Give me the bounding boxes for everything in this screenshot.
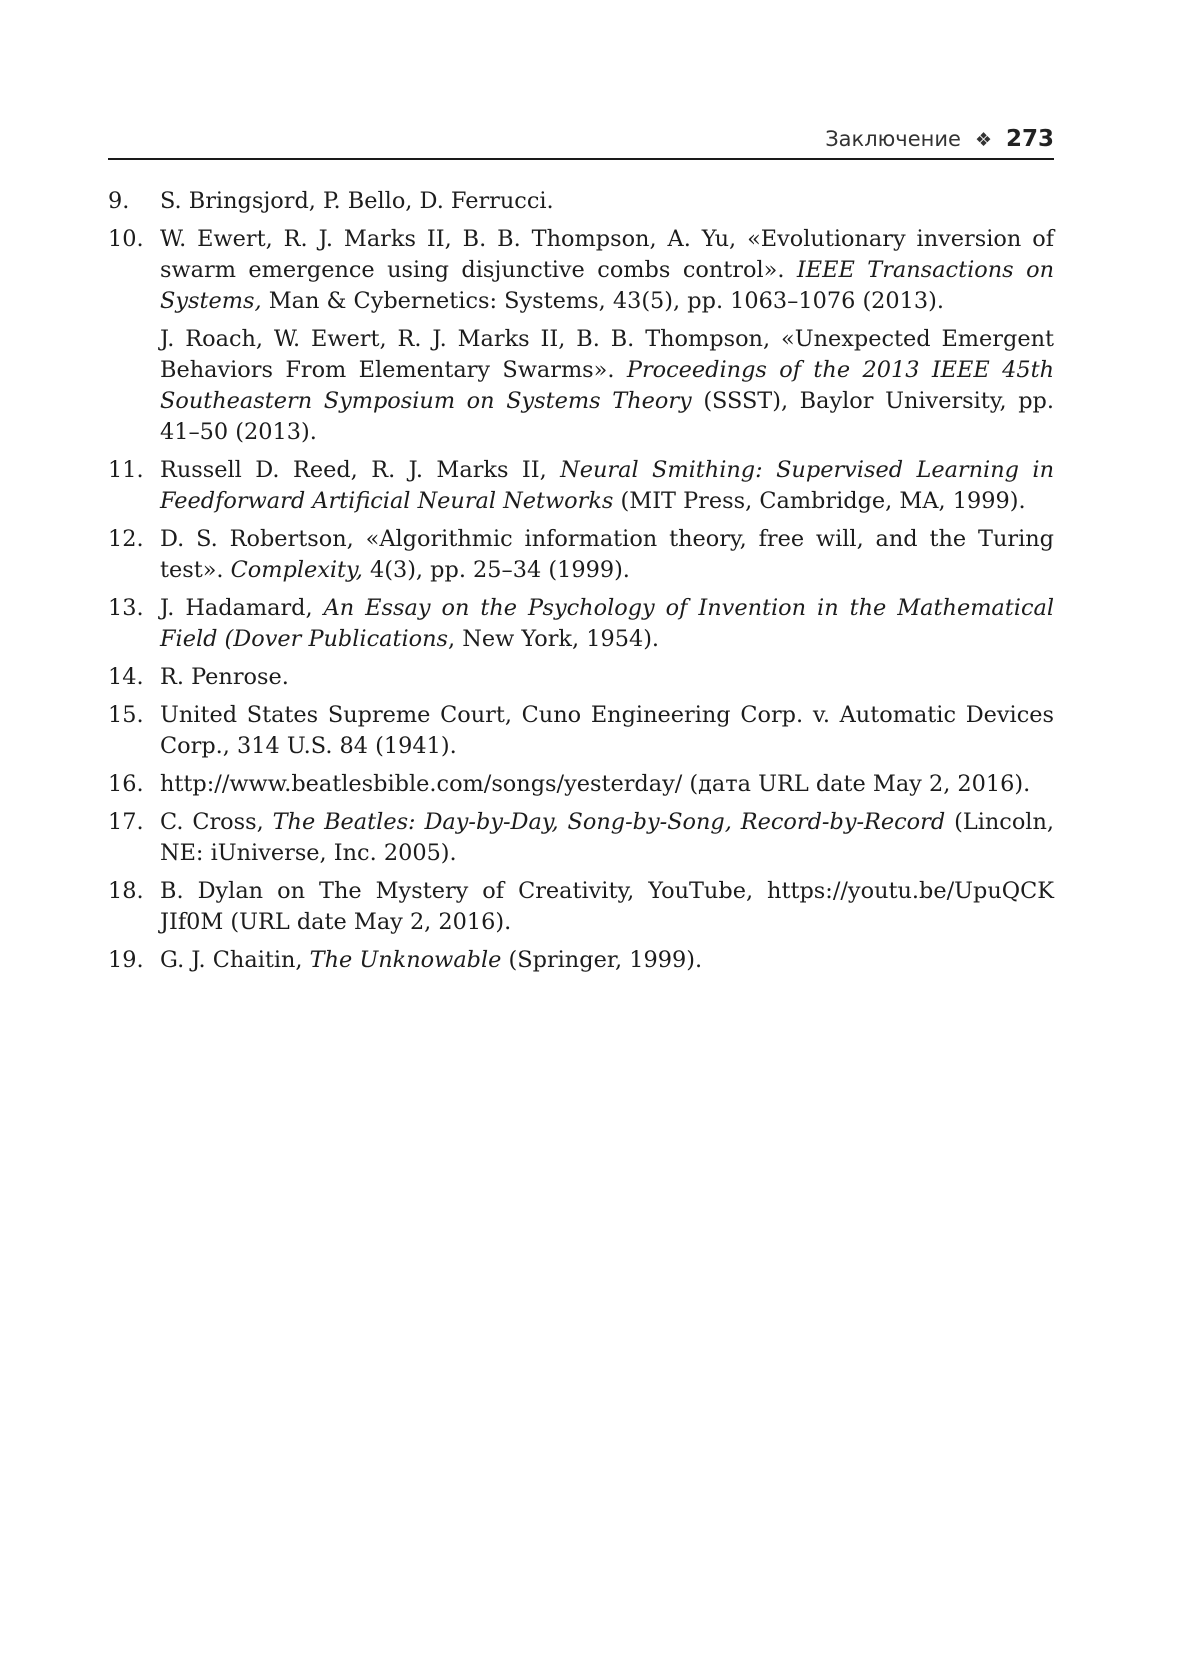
reference-number: 17.: [108, 809, 144, 835]
reference-item: [108, 662, 1054, 693]
reference-text: J. Hadamard,: [160, 595, 324, 621]
reference-title: The Beatles: Day-by-Day, Song-by-Song, Record-by-Record: [272, 809, 946, 835]
reference-title: An Essay on the Psychology of Invention in the Mathematical Field (Dover Publications: [160, 595, 1054, 652]
reference-text: http://www.beatlesbible.com/songs/yesterday/ (дата URL date May 2, 2016).: [160, 771, 1031, 797]
header-right: [825, 126, 1054, 152]
reference-item: [108, 186, 1054, 217]
reference-text: D. S. Robertson, «Algorithmic information theory, free will, and the Turing test».: [160, 526, 1054, 583]
reference-number: 19.: [108, 947, 144, 973]
reference-title: IEEE Transactions on Systems,: [160, 257, 1054, 314]
reference-number: 16.: [108, 771, 144, 797]
reference-text: J. Roach, W. Ewert, R. J. Marks II, B. B. Thompson, «Unexpected Emergent Behaviors From Elementary Swarms».: [160, 326, 1054, 383]
reference-text: S. Bringsjord, P. Bello, D. Ferrucci.: [160, 188, 554, 214]
reference-number: 11.: [108, 457, 144, 483]
reference-number: 18.: [108, 878, 144, 904]
reference-text-tail: (MIT Press, Cambridge, MA, 1999).: [613, 488, 1026, 514]
reference-item-continued: [108, 324, 1054, 448]
reference-title: Proceedings of the 2013 IEEE 45th Southeastern Symposium on Systems Theory: [160, 357, 1054, 414]
reference-text: W. Ewert, R. J. Marks II, B. B. Thompson, A. Yu, «Evolutionary inversion of swarm emergence using disjunctive combs control».: [160, 226, 1054, 283]
reference-number: 13.: [108, 595, 144, 621]
reference-item: [108, 455, 1054, 517]
reference-list: [108, 186, 1054, 983]
reference-text: R. Penrose.: [160, 664, 289, 690]
reference-item: [108, 876, 1054, 938]
reference-item: [108, 224, 1054, 317]
chapter-title: Заключение: [825, 127, 961, 151]
separator-ornament-icon: ❖: [974, 129, 992, 151]
reference-text-tail: (Springer, 1999).: [501, 947, 703, 973]
reference-number: 15.: [108, 702, 144, 728]
reference-text-tail: 4(3), pp. 25–34 (1999).: [362, 557, 630, 583]
reference-number: 9.: [108, 188, 130, 214]
reference-text: C. Cross,: [160, 809, 273, 835]
reference-text-tail: Man & Cybernetics: Systems, 43(5), pp. 1063–1076 (2013).: [261, 288, 945, 314]
reference-text: B. Dylan on The Mystery of Creativity, YouTube, https://youtu.be/UpuQCK JIf0M (URL date May 2, 2016).: [160, 878, 1054, 935]
reference-text: G. J. Chaitin,: [160, 947, 310, 973]
reference-number: 14.: [108, 664, 144, 690]
reference-item: [108, 700, 1054, 762]
running-header: [108, 124, 1054, 160]
reference-item: [108, 524, 1054, 586]
reference-text-tail: (Lincoln, NE: iUniverse, Inc. 2005).: [160, 809, 1054, 866]
reference-title: Neural Smithing: Supervised Learning in Feedforward Artificial Neural Networks: [160, 457, 1054, 514]
reference-text-tail: (SSST), Baylor University, pp. 41–50 (2013).: [160, 388, 1054, 445]
reference-number: 10.: [108, 226, 144, 252]
reference-item: [108, 593, 1054, 655]
reference-title: The Unknowable: [309, 947, 502, 973]
reference-text: United States Supreme Court, Cuno Engineering Corp. v. Automatic Devices Corp., 314 U.S. 84 (1941).: [160, 702, 1054, 759]
reference-item: [108, 769, 1054, 800]
page-number: 273: [1005, 126, 1054, 152]
reference-text: Russell D. Reed, R. J. Marks II,: [160, 457, 561, 483]
reference-number: 12.: [108, 526, 144, 552]
reference-text-tail: , New York, 1954).: [448, 626, 660, 652]
reference-item: [108, 807, 1054, 869]
reference-item: [108, 945, 1054, 976]
reference-title: Complexity,: [230, 557, 363, 583]
